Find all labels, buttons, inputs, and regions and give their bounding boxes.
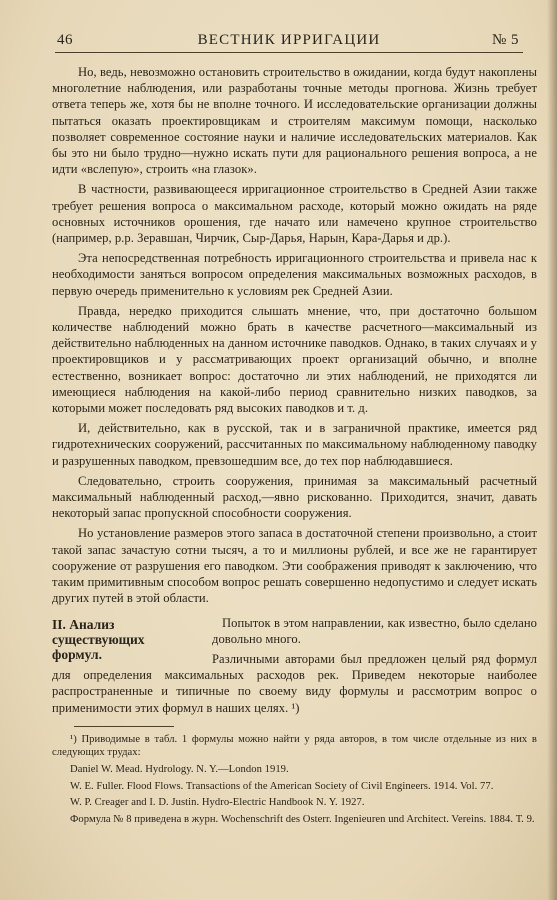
paragraph: В частности, развивающееся ирригационное строительство в Средней Азии также требует решения вопроса о максимальном расходе, который можно ожидать на ряде основных источников орошения, где начато или намечено крупное строительство (например, р.р. Зеравшан, Чирчик, Сыр-Дарья, Нарын, Кара-Дарья и др.). xyxy=(52,182,537,246)
section-heading: II. Анализ существующих формул. xyxy=(52,616,145,662)
footnote-rule xyxy=(74,726,174,727)
footnotes xyxy=(52,733,537,827)
article-body xyxy=(52,64,537,826)
footnote-reference: W. E. Fuller. Flood Flows. Transactions of the American Society of Civil Engineers. 1914. Vol. 77. xyxy=(70,780,494,792)
section-intro: Попыток в этом направлении, как известно, было сделано довольно много. xyxy=(212,615,537,646)
running-header xyxy=(55,30,523,53)
paragraph: Но установление размеров этого запаса в достаточной степени произвольно, а стоит такой запас зачастую сотни тысяч, а то и миллионы рублей, и все же не гарантирует сооружение от разрушения его паводком. Эти соображения приводят к заключению, что таким примитивным способом вопрос решать совершенно недопустимо и следует искать других путей в этой области. xyxy=(52,526,537,606)
paragraph: И, действительно, как в русской, так и в заграничной практике, имеется ряд гидротехнических сооружений, рассчитанных по максимальному наблюденному паводку и разрушенных паводком, превзошедшим все, до тех пор наблюдавшиеся. xyxy=(52,421,537,468)
paragraph: Но, ведь, невозможно остановить строительство в ожидании, когда будут накоплены многолетние наблюдения, или разработаны точные методы прогнова. Жизнь требует ответа теперь же, хотя бы не вполне точного. И исследовательские организации должны пытаться оказать проектировщикам и строителям максимум помощи, насколько позволяет современное состояние науки и наличие исследовательских материалов. Как бы это ни было трудно—нужно искать пути для рационального решения вопроса, а не идти «вслепую», строить «на глазок». xyxy=(52,65,537,177)
footnote-reference: Формула № 8 приведена в журн. Wochenschrift des Osterr. Ingenieuren und Architect. Vereins. 1884. Т. 9. xyxy=(70,813,535,825)
page-edge-shadow xyxy=(547,0,557,900)
footnote-reference: Daniel W. Mead. Hydrology. N. Y.—London 1919. xyxy=(70,763,289,775)
paragraph: Правда, нередко приходится слышать мнение, что, при достаточно большом количестве наблюдений можно брать в качестве расчетного—максимальный из действительно наблюденных на данном источнике паводков. Однако, в таких случаях и у проектировщиков и у рассматривающих проект организаций обычно, и вполне естественно, возникает вопрос: достаточно ли этих наблюдений, не приходятся ли имеющиеся наблюдения на какой-либо период сравнительно низких паводков, за которыми может последовать ряд высоких паводков и т. д. xyxy=(52,303,537,416)
section-paragraph-text: Различными авторами был предложен целый ряд формул для определения максимальных расходов рек. Приведем некоторые наиболее распространенные и типичные по своему виду формулы и рассмотрим вопрос о применимости этих формул в наших целях. ¹) xyxy=(52,651,537,715)
paragraph: Эта непосредственная потребность ирригационного строительства и привела нас к необходимости заняться вопросом определения максимальных возможных расходов, в первую очередь применительно к условиям рек Средней Азии. xyxy=(52,251,537,298)
paragraph: Следовательно, строить сооружения, принимая за максимальный расчетный максимальный наблюденный расход,—явно рискованно. Приходится, значит, давать некоторый запас пропускной способности сооружения. xyxy=(52,473,537,521)
journal-title: ВЕСТНИК ИРРИГАЦИИ xyxy=(197,32,381,48)
section-2 xyxy=(52,615,537,716)
footnote-reference: W. P. Creager and I. D. Justin. Hydro-Electric Handbook N. Y. 1927. xyxy=(70,797,365,809)
issue-number: № 5 xyxy=(491,32,519,48)
footnote: ¹) Приводимые в табл. 1 формулы можно найти у ряда авторов, в том числе отдельные из них в следующих трудах: xyxy=(52,733,537,759)
page-number: 46 xyxy=(57,32,73,48)
